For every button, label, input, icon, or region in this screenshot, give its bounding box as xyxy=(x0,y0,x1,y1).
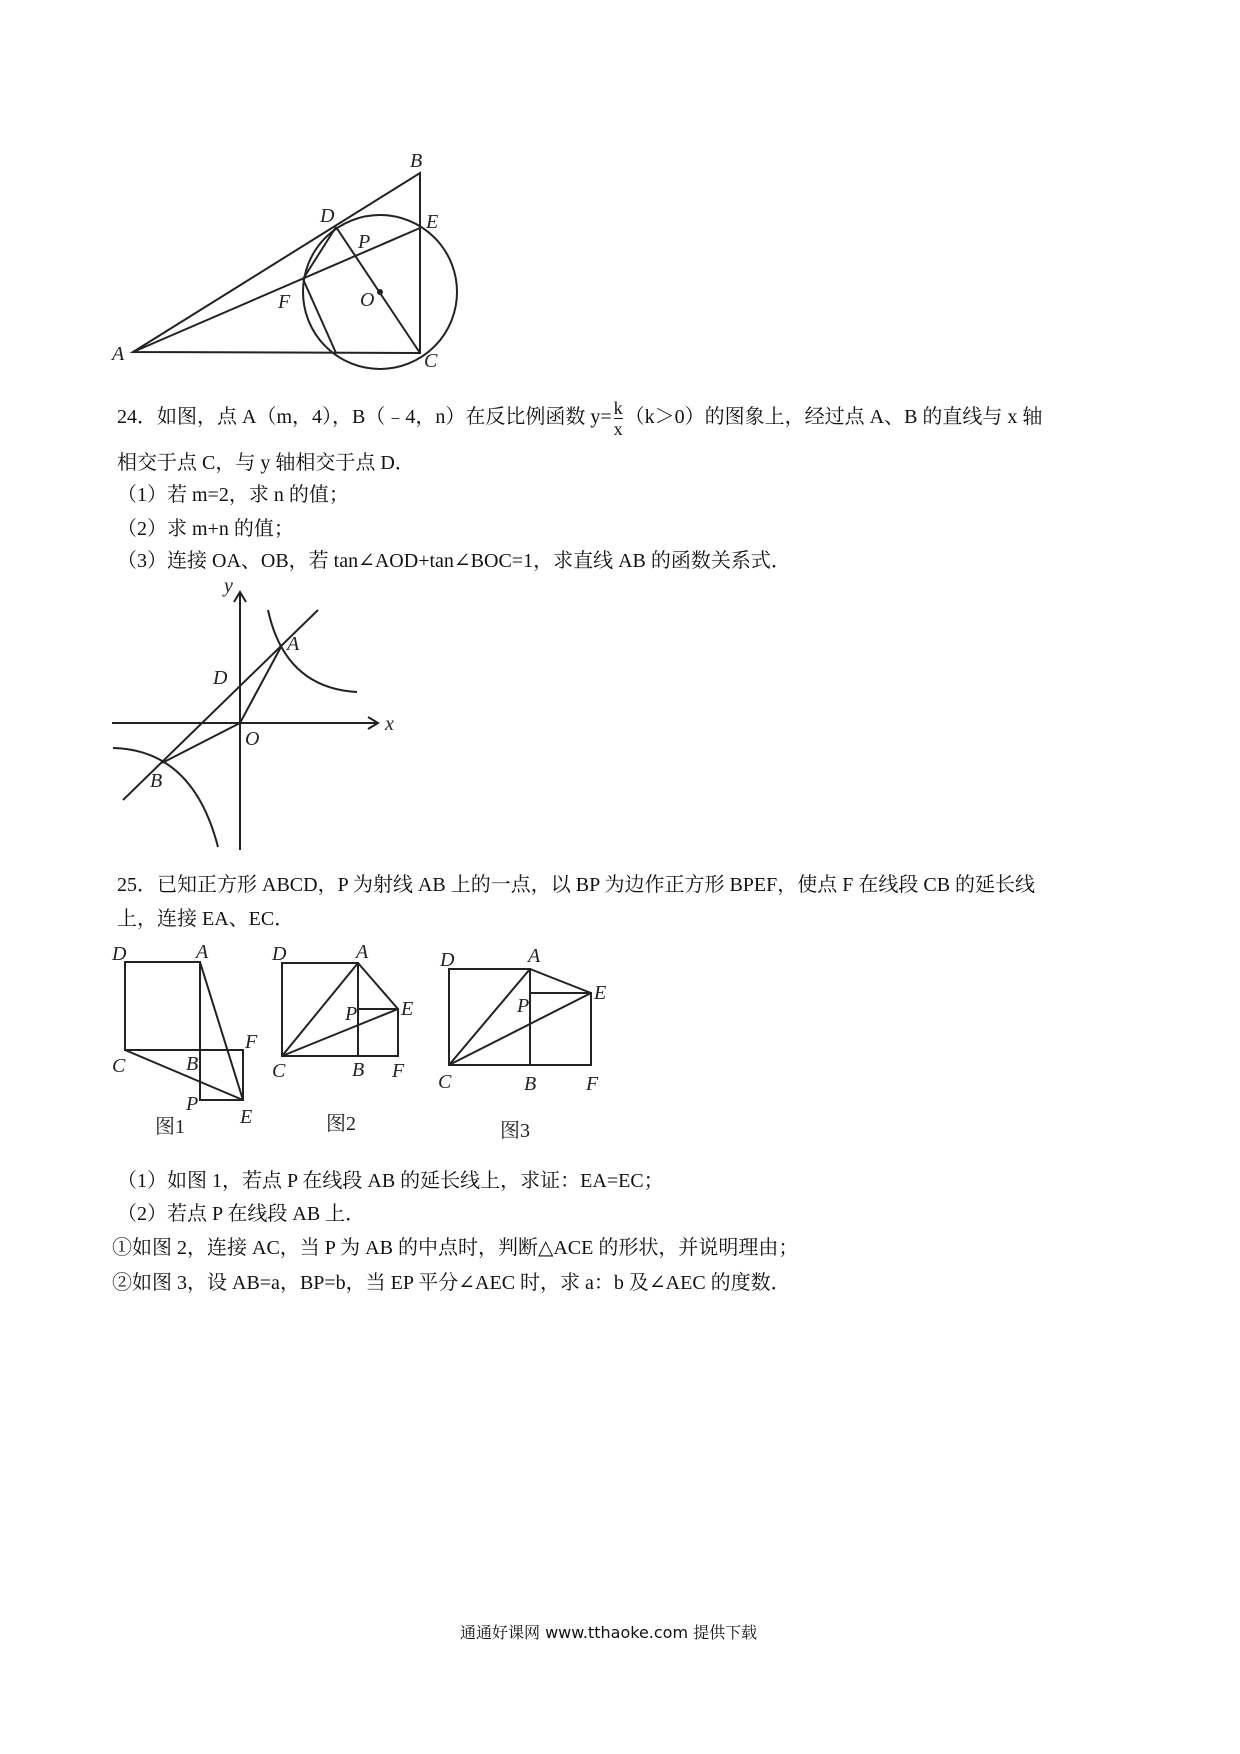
svg-text:D: D xyxy=(112,943,127,965)
svg-text:P: P xyxy=(186,1093,199,1115)
svg-text:O: O xyxy=(245,728,260,750)
svg-text:O: O xyxy=(360,289,375,311)
q24-sub2: （2）求 m+n 的值； xyxy=(117,518,294,540)
q24-line2: 相交于点 C，与 y 轴相交于点 D． xyxy=(117,452,415,474)
svg-text:P: P xyxy=(517,995,530,1017)
svg-text:B: B xyxy=(186,1053,199,1075)
q25-line1: 25．已知正方形 ABCD，P 为射线 AB 上的一点，以 BP 为边作正方形 BPEF，使点 F 在线段 CB 的延长线 xyxy=(117,874,1036,896)
svg-text:D: D xyxy=(440,949,455,971)
svg-text:C: C xyxy=(424,350,438,372)
footer-source: 通通好课网 www.tthaoke.com 提供下载 xyxy=(460,1623,758,1642)
svg-text:A: A xyxy=(196,941,209,963)
svg-text:B: B xyxy=(150,770,163,792)
svg-text:E: E xyxy=(594,982,607,1004)
svg-text:x: x xyxy=(385,713,394,735)
svg-text:A: A xyxy=(528,945,541,967)
svg-text:F: F xyxy=(245,1031,258,1053)
q24-sub1: （1）若 m=2，求 n 的值； xyxy=(117,484,349,506)
svg-text:A: A xyxy=(356,941,369,963)
q25-sub2a: ①如图 2，连接 AC，当 P 为 AB 的中点时，判断△ACE 的形状，并说明理由； xyxy=(112,1237,799,1259)
q25-sub2b: ②如图 3，设 AB=a，BP=b，当 EP 平分∠AEC 时，求 a：b 及∠AEC 的度数． xyxy=(112,1272,791,1294)
svg-text:E: E xyxy=(401,998,414,1020)
svg-text:D: D xyxy=(320,205,335,227)
svg-text:y: y xyxy=(224,575,233,597)
svg-text:P: P xyxy=(358,231,371,253)
svg-text:F: F xyxy=(278,291,291,313)
svg-text:B: B xyxy=(352,1059,365,1081)
figure-2 xyxy=(271,941,413,1135)
svg-text:F: F xyxy=(392,1060,405,1082)
svg-text:图2: 图2 xyxy=(326,1113,356,1135)
svg-text:E: E xyxy=(240,1106,253,1128)
q25-sub1: （1）如图 1，若点 P 在线段 AB 的延长线上，求证：EA=EC； xyxy=(117,1170,664,1192)
svg-text:A: A xyxy=(287,633,300,655)
q25-line2: 上，连接 EA、EC． xyxy=(117,908,295,930)
svg-text:B: B xyxy=(410,150,423,172)
svg-text:C: C xyxy=(438,1071,452,1093)
svg-text:B: B xyxy=(524,1073,537,1095)
svg-text:P: P xyxy=(345,1003,358,1025)
svg-text:A: A xyxy=(112,343,125,365)
q24-text: 24．如图，点 A（m，4），B（﹣4，n）在反比例函数 y= xyxy=(117,406,612,429)
svg-text:C: C xyxy=(112,1055,126,1077)
svg-text:D: D xyxy=(272,943,287,965)
svg-text:C: C xyxy=(272,1060,286,1082)
svg-text:E: E xyxy=(426,211,439,233)
svg-text:F: F xyxy=(586,1073,599,1095)
fraction-k-over-x: $\frac{k}{x}$ xyxy=(613,398,623,439)
figure-1 xyxy=(111,941,258,1138)
svg-text:图1: 图1 xyxy=(155,1116,185,1138)
q25-sub2: （2）若点 P 在线段 AB 上． xyxy=(117,1203,366,1225)
q24-text-cont: （k＞0）的图象上，经过点 A、B 的直线与 x 轴 xyxy=(624,406,1043,429)
svg-text:D: D xyxy=(213,667,228,689)
figure-3 xyxy=(438,945,606,1142)
svg-text:图3: 图3 xyxy=(500,1120,530,1142)
q24-sub3: （3）连接 OA、OB，若 tan∠AOD+tan∠BOC=1，求直线 AB 的函数关系式． xyxy=(117,550,791,572)
